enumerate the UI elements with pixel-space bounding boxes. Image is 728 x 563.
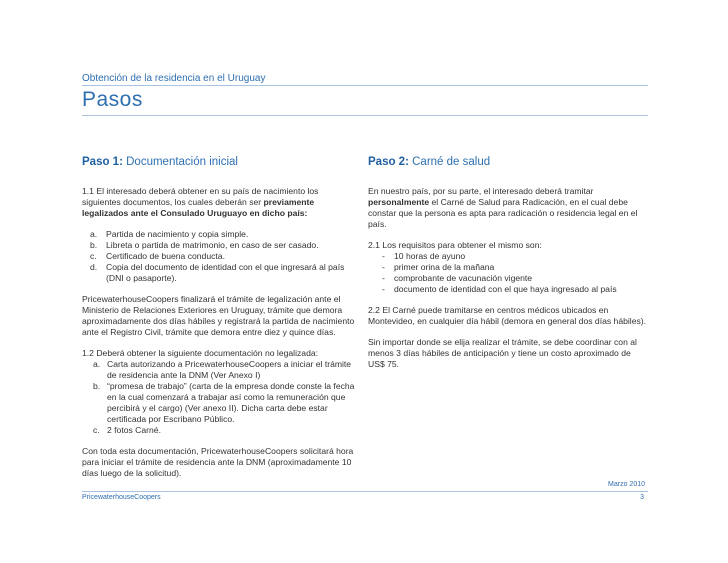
list-text: documento de identidad con el que haya ingresado al país — [394, 284, 617, 294]
document-subtitle: Obtención de la residencia en el Uruguay — [82, 73, 266, 84]
list-item — [82, 425, 358, 436]
step1-title: Documentación inicial — [126, 156, 238, 168]
step2-p1-text-a: En nuestro país, por su parte, el interesado deberá tramitar — [368, 186, 594, 196]
header-divider-bottom — [82, 115, 648, 116]
list-item — [82, 251, 358, 262]
list-text: primer orina de la mañana — [394, 262, 495, 272]
list-item — [82, 240, 358, 251]
step2-p1-text-b: el Carné de Salud para Radicación, en el cual debe constar que la persona es apta para radicación o residencia legal en el país. — [368, 197, 638, 229]
step2-column — [368, 155, 648, 370]
list-text: comprobante de vacunación vigente — [394, 273, 533, 283]
list-item — [368, 251, 648, 262]
list-item — [82, 262, 358, 284]
step1-label: Paso 1: — [82, 156, 123, 168]
page-number: 3 — [640, 494, 644, 501]
step1-paragraph-2: PricewaterhouseCoopers finalizará el trámite de legalización ante el Ministerio de Relaciones Exteriores en Uruguay, trámite que demora aproximadamente dos días hábiles y registrará la partida de nacimiento ante el Registro Civil, trámite que demora entre diez y quince días. — [82, 294, 355, 337]
documents-list — [82, 229, 358, 284]
list-marker: a. — [90, 229, 98, 239]
non-legalized-list — [82, 359, 358, 436]
list-marker: c. — [90, 251, 97, 261]
list-marker: b. — [90, 240, 98, 250]
step2-title: Carné de salud — [412, 156, 491, 168]
step1-column — [82, 155, 358, 479]
footer-brand: PricewaterhouseCoopers — [82, 494, 161, 501]
page-title: Pasos — [82, 88, 143, 111]
footer-divider — [82, 491, 648, 492]
list-text: 10 horas de ayuno — [394, 251, 466, 261]
list-item — [82, 381, 358, 425]
step1-paragraph-3: 1.2 Deberá obtener la siguiente documentación no legalizada: — [82, 348, 319, 358]
step1-paragraph-1 — [82, 186, 358, 219]
list-text: Libreta o partida de matrimonio, en caso de ser casado. — [106, 240, 319, 250]
list-text: Certificado de buena conducta. — [106, 251, 225, 261]
step1-paragraph-4: Con toda esta documentación, PricewaterhouseCoopers solicitará hora para iniciar el trámite de residencia ante la DNM (aproximadamente 10 días luego de la solicitud). — [82, 446, 354, 478]
header-divider-top — [82, 85, 648, 86]
step2-p1-bold: personalmente — [368, 197, 430, 207]
list-marker: c. — [93, 425, 100, 435]
list-item — [368, 284, 648, 295]
list-marker: - — [382, 251, 385, 261]
footer-date: Marzo 2010 — [608, 481, 645, 488]
list-text: Copia del documento de identidad con el que ingresará al país (DNI o pasaporte). — [106, 262, 345, 283]
list-marker: d. — [90, 262, 98, 272]
requirements-list — [368, 251, 648, 295]
step2-heading — [368, 155, 648, 169]
list-text: Partida de nacimiento y copia simple. — [106, 229, 249, 239]
list-text: Carta autorizando a PricewaterhouseCoopers a iniciar el trámite de residencia ante la DNM (Ver Anexo I) — [107, 359, 352, 380]
list-marker: - — [382, 273, 385, 283]
list-text: “promesa de trabajo” (carta de la empresa donde conste la fecha en la cual comenzará a trabajar así como la remuneración que percibirá y el cargo) (Ver anexo II). Dicha carta debe estar certificada por Escribano Público. — [107, 381, 355, 424]
list-item — [82, 229, 358, 240]
step1-p1-bold: previamente legalizados ante el Consulado Uruguayo en dicho país: — [82, 197, 315, 218]
step2-paragraph-1 — [368, 186, 648, 230]
list-item — [368, 273, 648, 284]
step1-heading — [82, 155, 358, 169]
step2-label: Paso 2: — [368, 156, 409, 168]
list-marker: b. — [93, 381, 101, 391]
list-marker: - — [382, 262, 385, 272]
step2-paragraph-3: 2.2 El Carné puede tramitarse en centros médicos ubicados en Montevideo, en cualquier día hábil (demora en general dos días hábiles). — [368, 305, 647, 326]
step2-paragraph-4: Sin importar donde se elija realizar el trámite, se debe coordinar con al menos 3 días hábiles de anticipación y tiene un costo aproximado de US$ 75. — [368, 337, 637, 369]
list-marker: a. — [93, 359, 101, 369]
list-marker: - — [382, 284, 385, 294]
list-text: 2 fotos Carné. — [107, 425, 161, 435]
list-item — [368, 262, 648, 273]
step2-paragraph-2: 2.1 Los requisitos para obtener el mismo son: — [368, 240, 542, 250]
list-item — [82, 359, 358, 381]
step1-p1-text: 1.1 El interesado deberá obtener en su país de nacimiento los siguientes documentos, los cuales deberán ser — [82, 186, 319, 207]
